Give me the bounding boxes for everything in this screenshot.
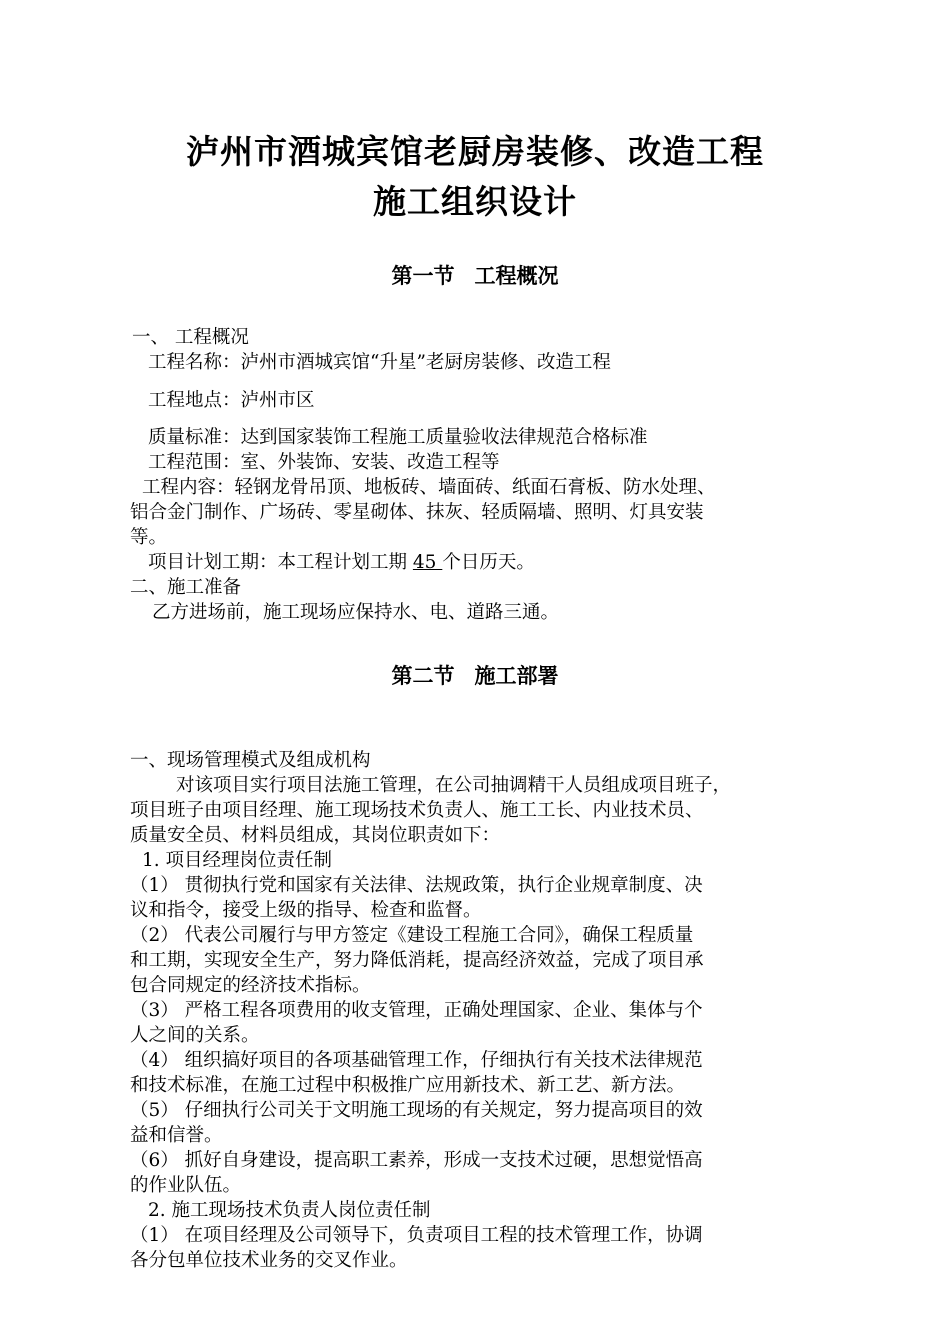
s1-quality-standard: 质量标准：达到国家装饰工程施工质量验收法律规范合格标准 — [148, 427, 648, 448]
s1-heading-preparation: 二、施工准备 — [130, 577, 242, 598]
s2-para-line1: 对该项目实行项目法施工管理，在公司抽调精干人员组成项目班子， — [176, 775, 732, 796]
s1-content-line1: 工程内容：轻钢龙骨吊顶、地板砖、墙面砖、纸面石膏板、防水处理、 — [142, 477, 716, 498]
s1-heading-overview: 一、 工程概况 — [132, 327, 249, 348]
s2-item1-line1: （1） 贯彻执行党和国家有关法律、法规政策，执行企业规章制度、决 — [130, 875, 703, 896]
s2-item4-line2: 和技术标准，在施工过程中积极推广应用新技术、新工艺、新方法。 — [130, 1075, 686, 1096]
s2-item6-line2: 的作业队伍。 — [130, 1175, 242, 1196]
s1-period-days: 45 — [412, 552, 443, 573]
s2-item3-line2: 人之间的关系。 — [130, 1025, 260, 1046]
s1-period-label: 项目计划工期：本工程计划工期 — [148, 552, 413, 573]
s2-para-line3: 质量安全员、材料员组成，其岗位职责如下： — [130, 825, 501, 846]
s2-subheading-manager: 1. 项目经理岗位责任制 — [142, 850, 333, 871]
s2-tech-item1-line2: 各分包单位技术业务的交叉作业。 — [130, 1250, 408, 1271]
s2-item5-line1: （5） 仔细执行公司关于文明施工现场的有关规定，努力提高项目的效 — [130, 1100, 703, 1121]
section-1-name: 工程概况 — [474, 263, 559, 288]
section-2-heading — [0, 662, 950, 690]
doc-title-line1: 泸州市酒城宾馆老厨房装修、改造工程 — [186, 132, 764, 171]
s1-project-name: 工程名称：泸州市酒城宾馆“升星”老厨房装修、改造工程 — [148, 352, 611, 373]
s2-para-line2: 项目班子由项目经理、施工现场技术负责人、施工工长、内业技术员、 — [130, 800, 704, 821]
s2-tech-item1-line1: （1） 在项目经理及公司领导下，负责项目工程的技术管理工作，协调 — [130, 1225, 703, 1246]
s1-preparation-text: 乙方进场前，施工现场应保持水、电、道路三通。 — [152, 602, 560, 623]
s2-item2-line2: 和工期，实现安全生产，努力降低消耗，提高经济效益，完成了项目承 — [130, 950, 704, 971]
s1-period-unit: 个日历天。 — [442, 552, 535, 573]
section-2-name: 施工部署 — [474, 663, 559, 688]
s1-content-line3: 等。 — [130, 527, 168, 548]
s1-content-line2: 铝合金门制作、广场砖、零星砌体、抹灰、轻质隔墙、照明、灯具安装 — [130, 502, 704, 523]
section-2-number: 第二节 — [391, 663, 455, 688]
s2-item4-line1: （4） 组织搞好项目的各项基础管理工作，仔细执行有关技术法律规范 — [130, 1050, 703, 1071]
s1-project-scope: 工程范围：室、外装饰、安装、改造工程等 — [148, 452, 500, 473]
s2-heading-management: 一、现场管理模式及组成机构 — [130, 750, 371, 771]
section-1-number: 第一节 — [391, 263, 455, 288]
s1-project-location: 工程地点：泸州市区 — [148, 390, 315, 411]
section-1-heading — [0, 262, 950, 290]
s2-item2-line3: 包合同规定的经济技术指标。 — [130, 975, 371, 996]
doc-title-line2: 施工组织设计 — [373, 182, 577, 221]
s2-item5-line2: 益和信誉。 — [130, 1125, 223, 1146]
s2-item1-line2: 议和指令，接受上级的指导、检查和监督。 — [130, 900, 482, 921]
s2-item6-line1: （6） 抓好自身建设，提高职工素养，形成一支技术过硬，思想觉悟高 — [130, 1150, 703, 1171]
s2-item2-line1: （2） 代表公司履行与甲方签定《建设工程施工合同》，确保工程质量 — [130, 925, 694, 946]
s1-period — [148, 551, 853, 575]
s2-subheading-tech-lead: 2. 施工现场技术负责人岗位责任制 — [148, 1200, 431, 1221]
s2-item3-line1: （3） 严格工程各项费用的收支管理，正确处理国家、企业、集体与个 — [130, 1000, 703, 1021]
